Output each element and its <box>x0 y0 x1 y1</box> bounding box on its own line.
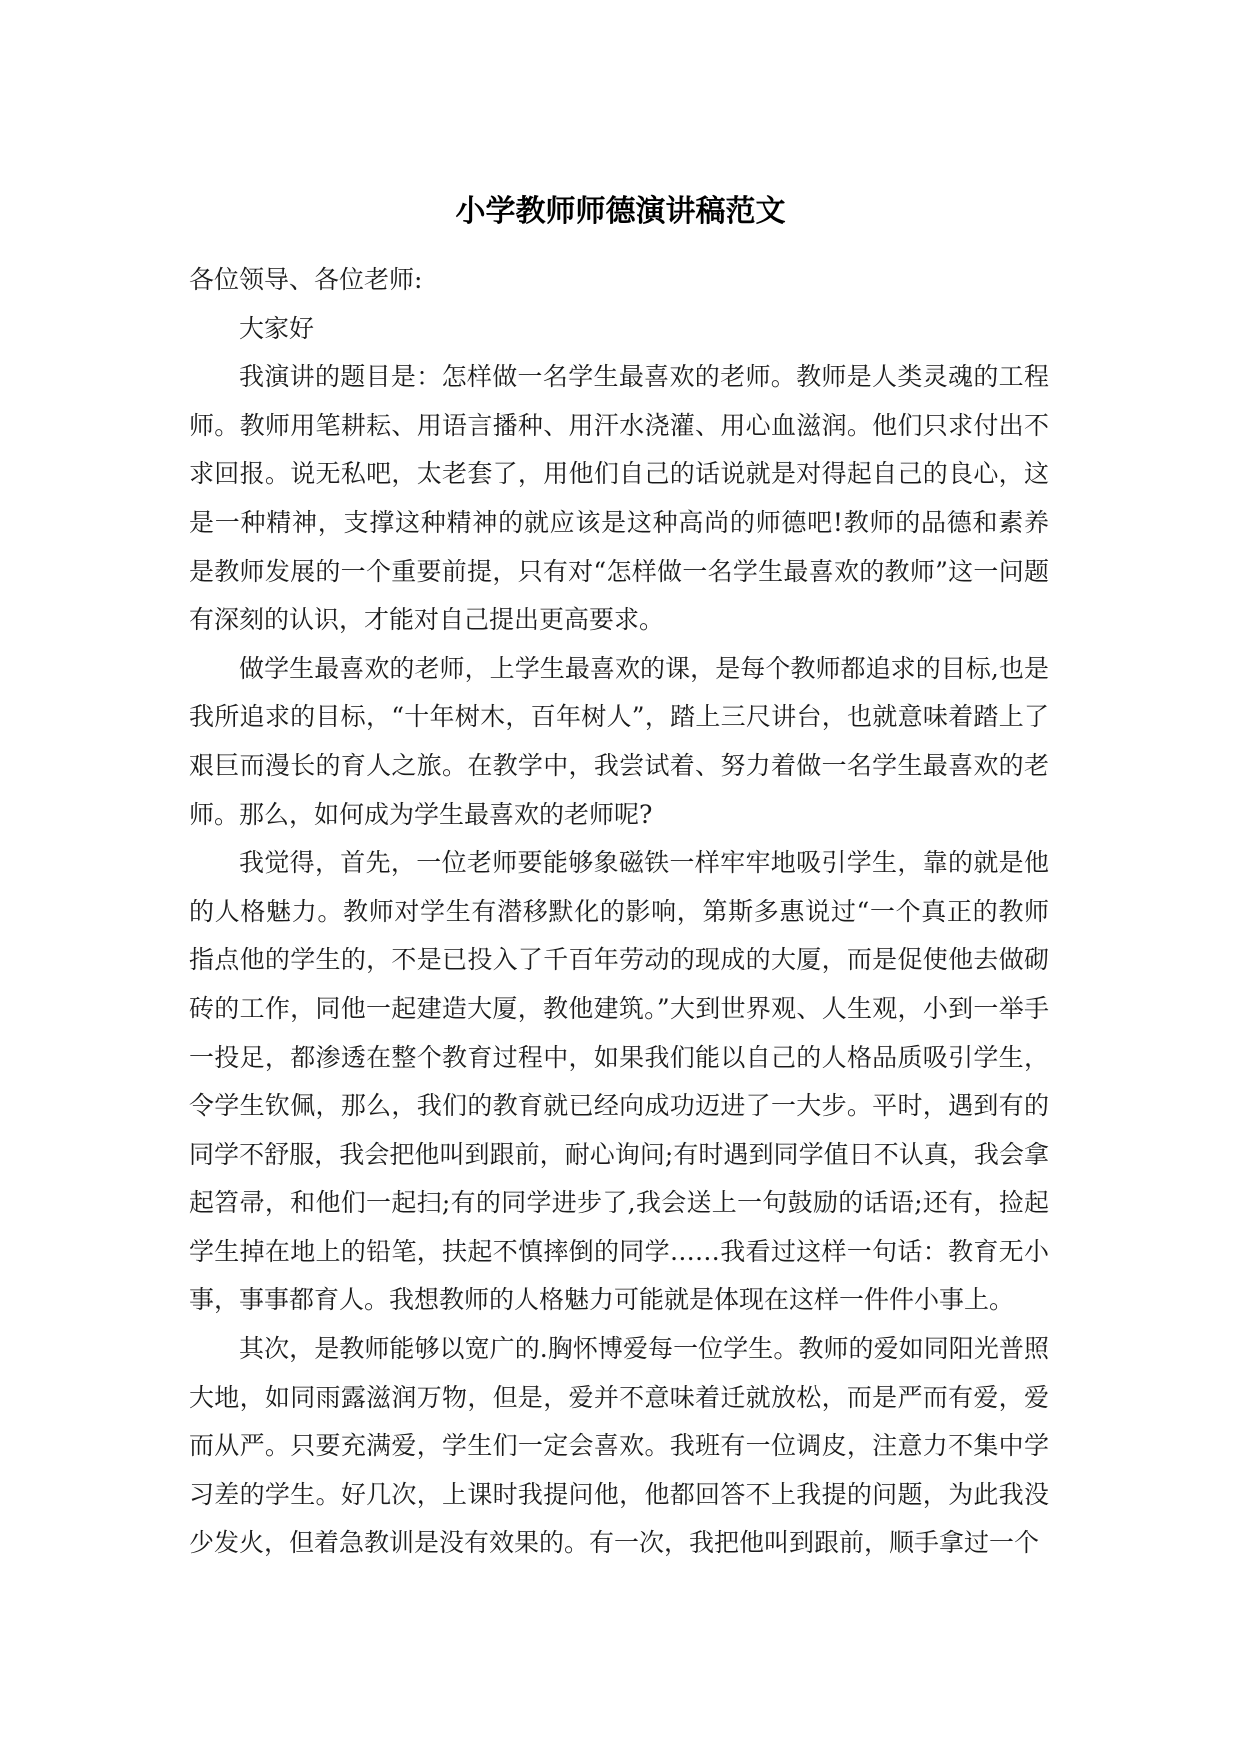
paragraph: 做学生最喜欢的老师，上学生最喜欢的课，是每个教师都追求的目标,也是我所追求的目标，“十年树木，百年树人”，踏上三尺讲台，也就意味着踏上了艰巨而漫长的育人之旅。在教学中，我尝试着、努力着做一名学生最喜欢的老师。那么，如何成为学生最喜欢的老师呢? <box>189 653 1049 829</box>
greeting: 大家好 <box>239 313 315 343</box>
paragraph: 我演讲的题目是：怎样做一名学生最喜欢的老师。教师是人类灵魂的工程师。教师用笔耕耘、用语言播种、用汗水浇灌、用心血滋润。他们只求付出不求回报。说无私吧，太老套了，用他们自己的话说就是对得起自己的良心，这是一种精神，支撑这种精神的就应该是这种高尚的师德吧!教师的品德和素养是教师发展的一个重要前提，只有对“怎样做一名学生最喜欢的教师”这一问题有深刻的认识，才能对自己提出更高要求。 <box>189 362 1049 635</box>
salutation: 各位领导、各位老师: <box>189 265 423 294</box>
paragraph: 我觉得，首先，一位老师要能够象磁铁一样牢牢地吸引学生，靠的就是他的人格魅力。教师对学生有潜移默化的影响，第斯多惠说过“一个真正的教师指点他的学生的，不是已投入了千百年劳动的现成的大厦，而是促使他去做砌砖的工作，同他一起建造大厦，教他建筑。”大到世界观、人生观，小到一举手一投足，都渗透在整个教育过程中，如果我们能以自己的人格品质吸引学生，令学生钦佩，那么，我们的教育就已经向成功迈进了一大步。平时，遇到有的同学不舒服，我会把他叫到跟前，耐心询问;有时遇到同学值日不认真，我会拿起笤帚，和他们一起扫;有的同学进步了,我会送上一句鼓励的话语;还有，捡起学生掉在地上的铅笔，扶起不慎摔倒的同学……我看过这样一句话：教育无小事，事事都育人。我想教师的人格魅力可能就是体现在这样一件件小事上。 <box>189 848 1049 1315</box>
paragraph: 其次，是教师能够以宽广的.胸怀博爱每一位学生。教师的爱如同阳光普照大地，如同雨露滋润万物，但是，爱并不意味着迁就放松，而是严而有爱，爱而从严。只要充满爱，学生们一定会喜欢。我班有一位调皮，注意力不集中学习差的学生。好几次，上课时我提问他，他都回答不上我提的问题，为此我没少发火，但着急教训是没有效果的。有一次，我把他叫到跟前，顺手拿过一个 <box>189 1334 1049 1558</box>
document-title: 小学教师师德演讲稿范文 <box>455 194 786 229</box>
document-body <box>189 256 1049 1568</box>
